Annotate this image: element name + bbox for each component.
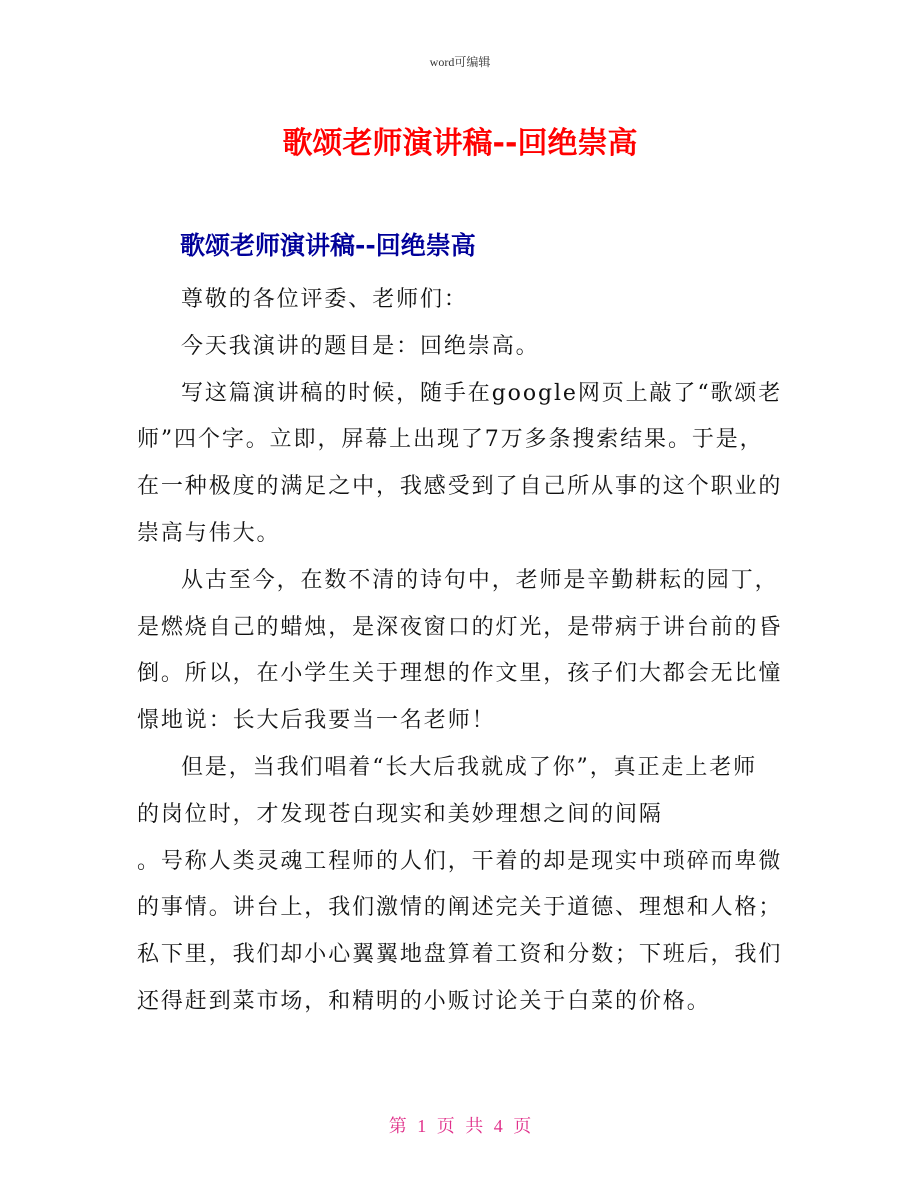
text-line: 师”四个字。立即，屏幕上出现了7万多条搜索结果。于是， [137, 427, 764, 453]
page-header: word可编辑 [429, 55, 491, 69]
page-footer: 第 1 页 共 4 页 [388, 1116, 532, 1136]
document-body [137, 284, 797, 1033]
text-line: 从古至今，在数不清的诗句中，老师是辛勤耕耘的园丁， [181, 567, 779, 593]
text-line: 但是，当我们唱着“长大后我就成了你”，真正走上老师 [181, 754, 757, 780]
text-line: 今天我演讲的题目是：回绝崇高。 [181, 333, 540, 359]
text-line: 的岗位时，才发现苍白现实和美妙理想之间的间隔 [137, 801, 663, 827]
text-line: 私下里，我们却小心翼翼地盘算着工资和分数；下班后，我们 [137, 942, 783, 968]
text-line: 崇高与伟大。 [137, 520, 281, 546]
text-line: 在一种极度的满足之中，我感受到了自己所从事的这个职业的 [137, 474, 783, 500]
text-line: 的事情。讲台上，我们激情的阐述完关于道德、理想和人格； [137, 895, 783, 921]
text-line: 是燃烧自己的蜡烛，是深夜窗口的灯光，是带病于讲台前的昏 [137, 614, 783, 640]
text-line: 憬地说：长大后我要当一名老师！ [137, 708, 496, 734]
document-title: 歌颂老师演讲稿--回绝崇高 [282, 126, 638, 161]
text-line: 写这篇演讲稿的时候，随手在google网页上敲了“歌颂老 [181, 380, 783, 406]
text-line: 尊敬的各位评委、老师们： [181, 287, 468, 312]
text-line: 还得赶到菜市场，和精明的小贩讨论关于白菜的价格。 [137, 988, 711, 1014]
text-line: 。号称人类灵魂工程师的人们，干着的却是现实中琐碎而卑微 [137, 848, 783, 874]
section-heading: 歌颂老师演讲稿--回绝崇高 [180, 231, 476, 260]
text-line: 倒。所以，在小学生关于理想的作文里，孩子们大都会无比憧 [137, 661, 783, 687]
